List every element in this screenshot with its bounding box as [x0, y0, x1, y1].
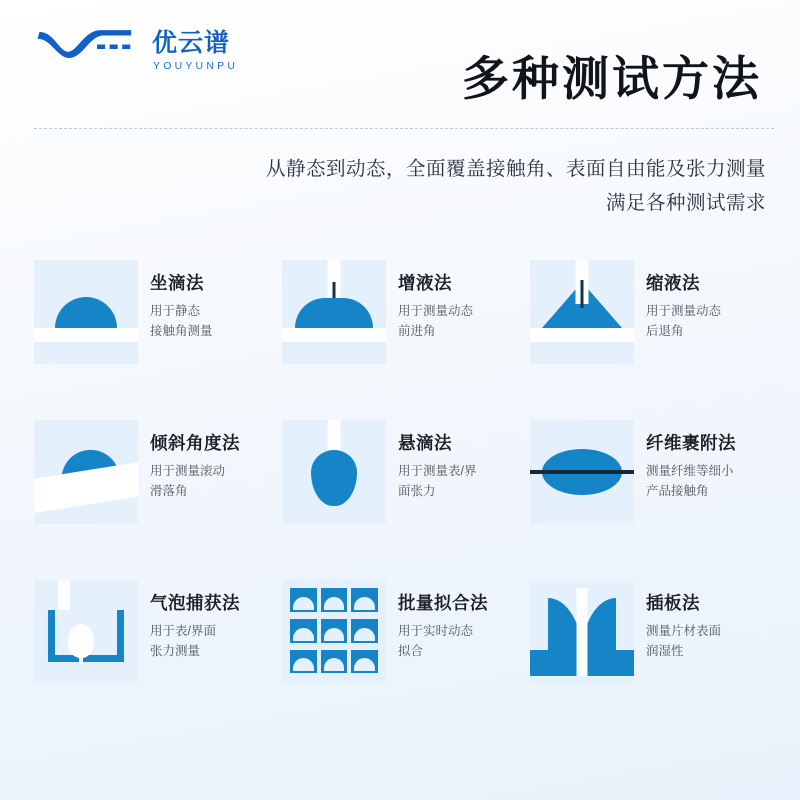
method-title: 坐滴法	[150, 273, 204, 294]
fiber-wrap-icon	[530, 420, 634, 524]
method-title: 插板法	[646, 593, 700, 614]
method-desc-line-2: 前进角	[398, 323, 436, 338]
wilhelmy-plate-icon	[530, 580, 634, 684]
method-title: 缩液法	[646, 273, 700, 294]
method-desc	[646, 302, 721, 341]
method-desc	[150, 462, 240, 501]
method-title: 气泡捕获法	[150, 593, 240, 614]
method-desc-line-1: 用于静态	[150, 304, 201, 319]
wave-logo-icon	[34, 28, 142, 75]
methods-grid	[0, 260, 800, 740]
method-desc-line-2: 润湿性	[646, 643, 684, 658]
method-desc-line-2: 后退角	[646, 323, 684, 338]
sessile-drop-icon	[34, 260, 138, 364]
brand-logo	[34, 18, 238, 75]
tilted-plate-icon	[34, 420, 138, 524]
header-divider	[34, 128, 774, 129]
method-desc-line-1: 用于测量滚动	[150, 464, 226, 479]
method-card	[34, 580, 276, 740]
page-header	[0, 0, 800, 130]
method-card	[282, 260, 524, 420]
receding-drop-icon	[530, 260, 634, 364]
method-desc-line-2: 产品接触角	[646, 483, 709, 498]
method-desc-line-1: 用于测量动态	[398, 304, 474, 319]
method-title: 纤维裹附法	[646, 433, 736, 454]
method-desc	[646, 462, 736, 501]
method-card	[530, 420, 772, 580]
subtitle-line-2: 满足各种测试需求	[605, 192, 766, 215]
method-desc-line-1: 用于测量表/界	[398, 464, 477, 479]
method-card	[34, 420, 276, 580]
method-card	[282, 580, 524, 740]
method-desc-line-1: 用于表/界面	[150, 624, 216, 639]
method-desc-line-2: 滑落角	[150, 483, 188, 498]
brand-name-en: YOUYUNPU	[153, 60, 239, 73]
method-title: 悬滴法	[398, 433, 452, 454]
method-desc-line-1: 用于实时动态	[398, 624, 474, 639]
pendant-drop-icon	[282, 420, 386, 524]
subtitle-block	[0, 152, 800, 220]
method-desc-line-1: 测量片材表面	[646, 624, 722, 639]
page-title: 多种测试方法	[462, 54, 762, 106]
method-title: 增液法	[398, 273, 452, 294]
batch-fitting-icon	[282, 580, 386, 684]
method-desc	[646, 622, 721, 661]
method-desc-line-1: 测量纤维等细小	[646, 464, 734, 479]
method-desc-line-2: 拟合	[398, 643, 424, 658]
method-desc	[150, 622, 240, 661]
method-desc-line-2: 接触角测量	[150, 323, 213, 338]
method-title: 倾斜角度法	[150, 433, 240, 454]
advancing-drop-icon	[282, 260, 386, 364]
method-desc-line-2: 面张力	[398, 483, 436, 498]
method-card	[282, 420, 524, 580]
subtitle-line-1: 从静态到动态，全面覆盖接触角、表面自由能及张力测量	[265, 158, 766, 180]
method-desc	[398, 302, 473, 341]
method-desc-line-2: 张力测量	[150, 643, 201, 658]
method-card	[530, 580, 772, 740]
method-card	[530, 260, 772, 420]
method-desc-line-1: 用于测量动态	[646, 304, 722, 319]
brand-name-cn: 优云谱	[152, 29, 231, 58]
method-desc	[150, 302, 213, 341]
captive-bubble-icon	[34, 580, 138, 684]
method-desc	[398, 622, 488, 661]
method-desc	[398, 462, 476, 501]
method-title: 批量拟合法	[398, 593, 488, 614]
method-card	[34, 260, 276, 420]
